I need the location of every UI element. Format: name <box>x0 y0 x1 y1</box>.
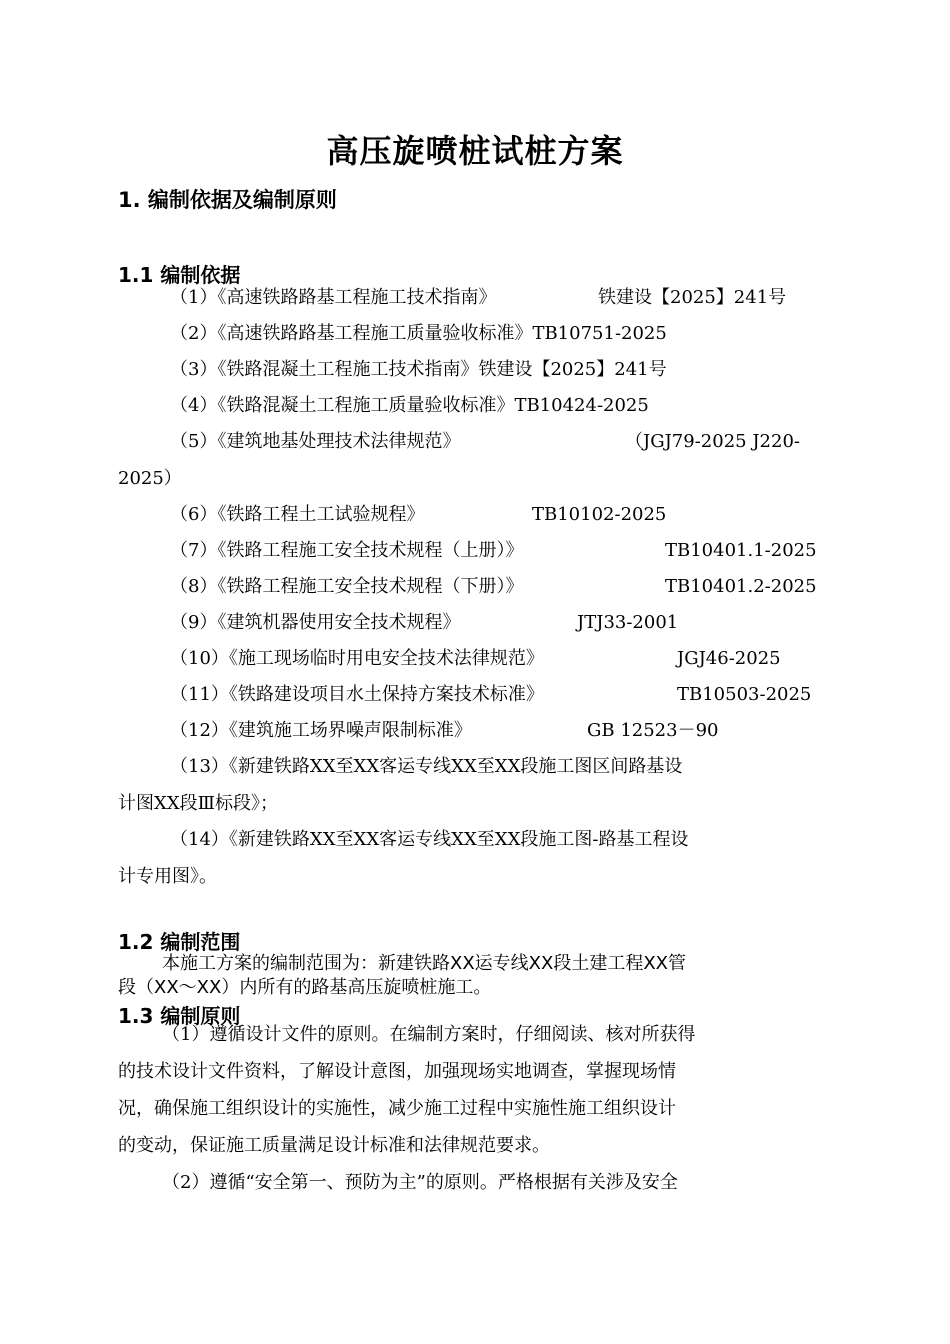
reference-item <box>170 430 800 454</box>
reference-text: （10）《施工现场临时用电安全技术法律规范》 <box>170 648 544 669</box>
section-heading-1-1: 1.1 编制依据 <box>118 263 241 287</box>
reference-item <box>170 611 679 635</box>
reference-item <box>170 647 781 671</box>
principle-line: 的技术设计文件资料，了解设计意图，加强现场实地调查，掌握现场情 <box>118 1061 676 1082</box>
principle-line: 况，确保施工组织设计的实施性，减少施工过程中实施性施工组织设计 <box>118 1098 676 1119</box>
reference-text: （3）《铁路混凝土工程施工技术指南》铁建设【2025】241号 <box>170 359 667 380</box>
scope-line: 段（XX～XX）内所有的路基高压旋喷桩施工。 <box>118 977 492 998</box>
reference-code: TB10401.2-2025 <box>665 576 817 597</box>
reference-item <box>170 286 787 310</box>
reference-item <box>170 539 817 563</box>
reference-item <box>170 683 812 707</box>
reference-item <box>170 719 719 743</box>
reference-item <box>170 575 817 599</box>
reference-item <box>170 755 682 779</box>
reference-code: 铁建设【2025】241号 <box>598 287 787 308</box>
reference-item <box>170 358 667 382</box>
reference-code: TB10503-2025 <box>677 684 812 705</box>
reference-text: （12）《建筑施工场界噪声限制标准》 <box>170 720 472 741</box>
section-heading-1-2: 1.2 编制范围 <box>118 930 241 954</box>
reference-code: GB 12523－90 <box>587 720 719 741</box>
reference-item <box>170 503 667 527</box>
reference-continuation: 计图XX段Ⅲ标段》； <box>118 793 278 814</box>
reference-text: （9）《建筑机器使用安全技术规程》 <box>170 612 461 633</box>
reference-text: （4）《铁路混凝土工程施工质量验收标准》TB10424-2025 <box>170 395 649 416</box>
principle-line: （2）遵循“安全第一、预防为主”的原则。严格根据有关涉及安全 <box>162 1172 678 1193</box>
principle-line: 的变动，保证施工质量满足设计标准和法律规范要求。 <box>118 1135 550 1156</box>
reference-code: JTJ33-2001 <box>577 612 679 633</box>
document-title: 高压旋喷桩试桩方案 <box>326 132 624 170</box>
reference-text: （14）《新建铁路XX至XX客运专线XX至XX段施工图-路基工程设 <box>170 829 689 850</box>
reference-text: （1）《高速铁路路基工程施工技术指南》 <box>170 287 497 308</box>
section-heading-1: 1. 编制依据及编制原则 <box>118 188 337 212</box>
reference-item <box>170 394 649 418</box>
reference-text: （8）《铁路工程施工安全技术规程（下册）》 <box>170 576 524 597</box>
reference-continuation: 2025） <box>118 468 182 489</box>
reference-code: TB10401.1-2025 <box>665 540 817 561</box>
section-heading-1-3: 1.3 编制原则 <box>118 1004 241 1028</box>
reference-text: （6）《铁路工程土工试验规程》 <box>170 504 425 525</box>
reference-code: JGJ46-2025 <box>677 648 781 669</box>
reference-text: （13）《新建铁路XX至XX客运专线XX至XX段施工图区间路基设 <box>170 756 683 777</box>
reference-text: （11）《铁路建设项目水土保持方案技术标准》 <box>170 684 544 705</box>
reference-continuation: 计专用图》。 <box>118 866 217 887</box>
reference-item <box>170 828 689 852</box>
principle-line: （1）遵循设计文件的原则。在编制方案时，仔细阅读、核对所获得 <box>162 1024 696 1045</box>
reference-code: （JGJ79-2025 J220- <box>625 431 800 452</box>
reference-text: （2）《高速铁路路基工程施工质量验收标准》TB10751-2025 <box>170 323 667 344</box>
scope-line: 本施工方案的编制范围为：新建铁路XX运专线XX段土建工程XX管 <box>162 953 686 974</box>
reference-text: （7）《铁路工程施工安全技术规程（上册）》 <box>170 540 524 561</box>
reference-text: （5）《建筑地基处理技术法律规范》 <box>170 431 461 452</box>
reference-item <box>170 322 667 346</box>
reference-code: TB10102-2025 <box>532 504 667 525</box>
